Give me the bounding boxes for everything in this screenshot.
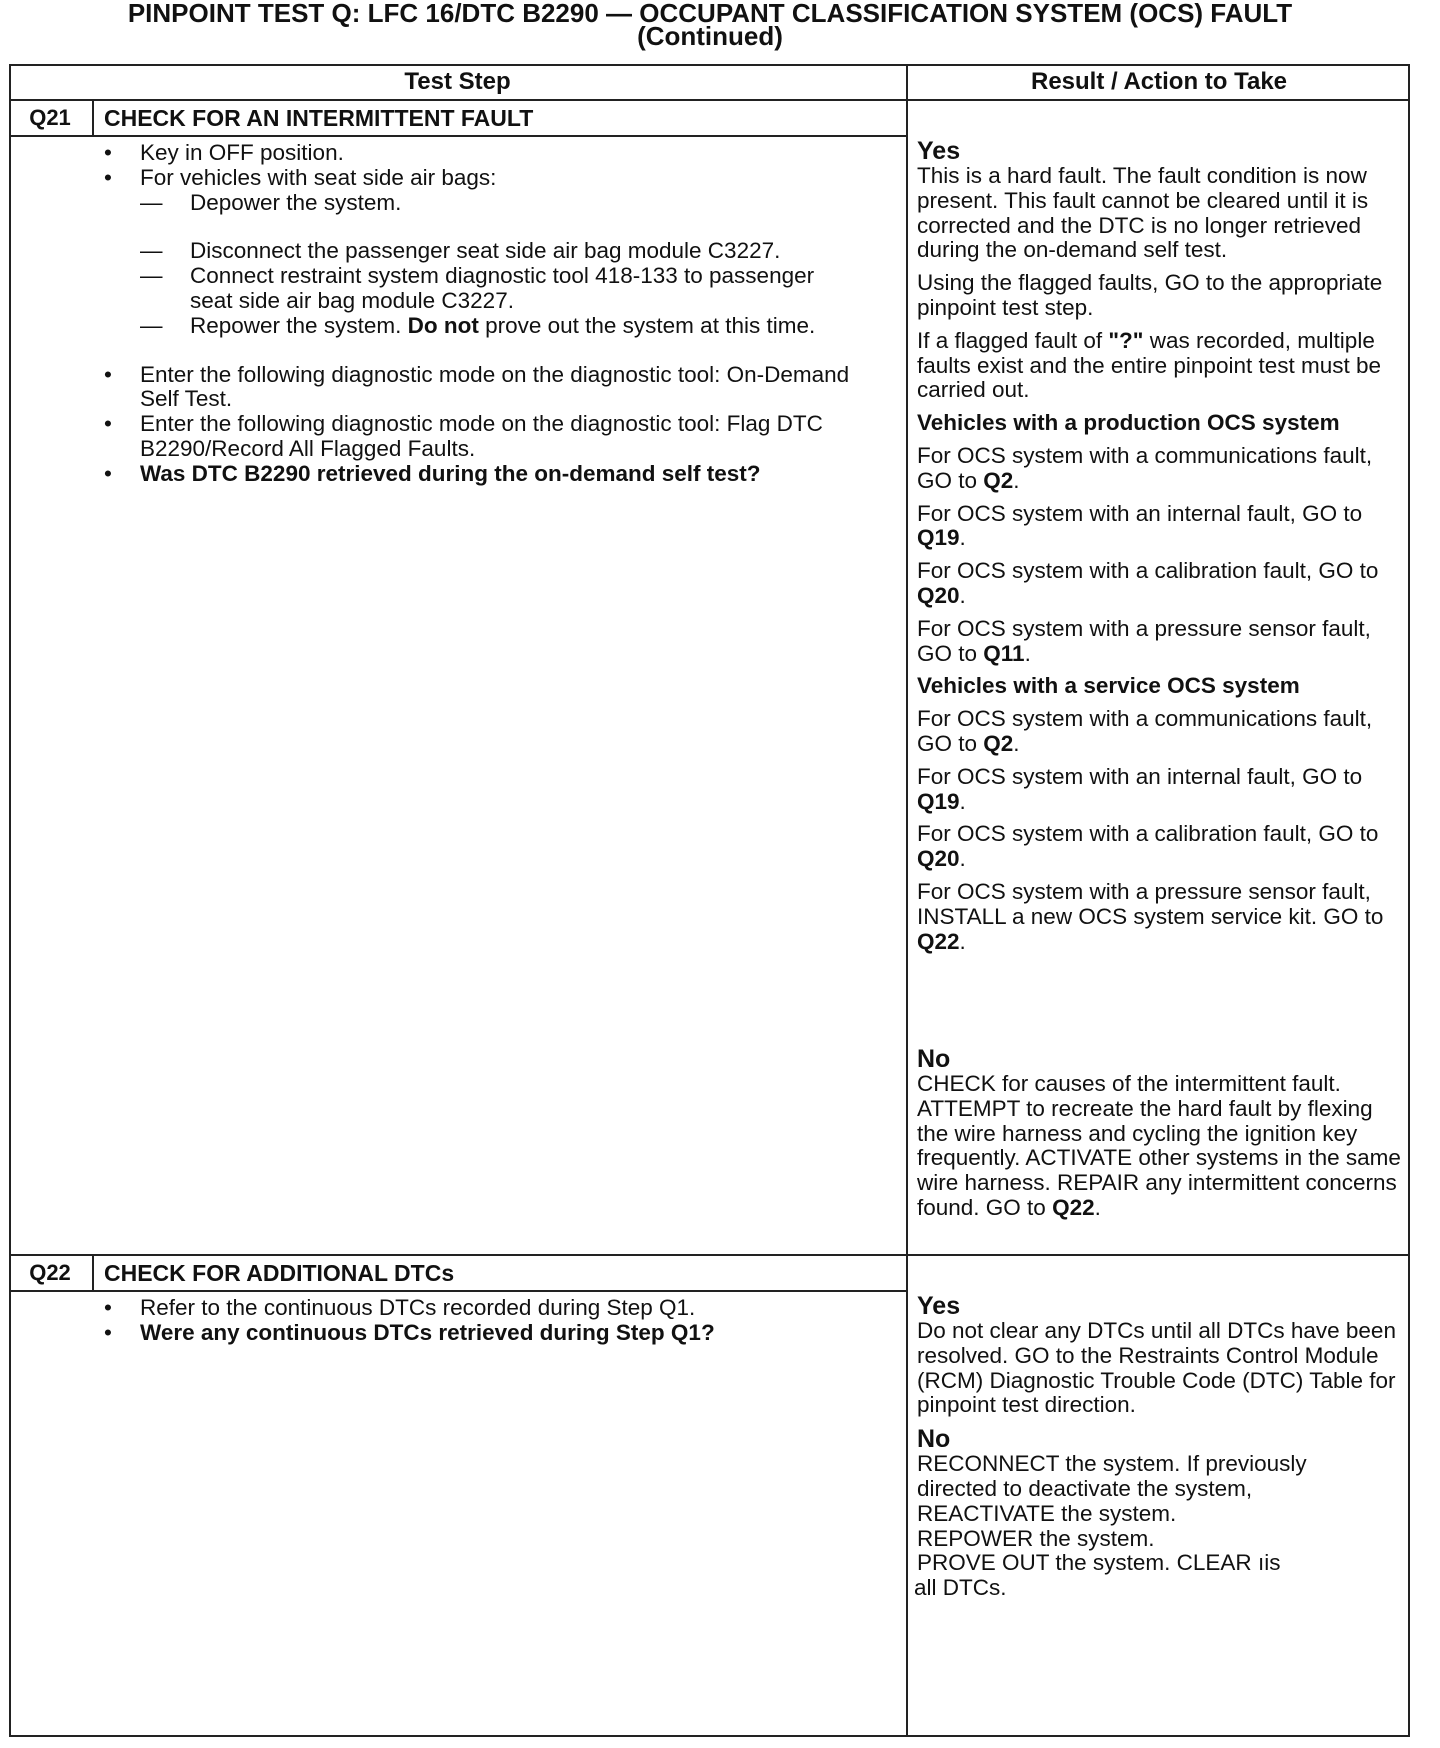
result-text-line: all DTCs. <box>914 1575 1007 1601</box>
result-text-bold: "?" <box>1108 327 1144 353</box>
q21-result-yes <box>917 138 1404 954</box>
step-ref-link[interactable]: Q20 <box>917 846 960 872</box>
step-ref-link[interactable]: Q19 <box>917 525 960 551</box>
list-item: • Enter the following diagnostic mode on the diagnostic tool: Flag DTC B2290/Record All Flagged Faults. <box>104 412 894 462</box>
q22-result <box>914 1292 1404 1601</box>
no-label: No <box>917 1045 951 1073</box>
result-text-pre: For OCS system with a communications fault, GO to <box>917 706 1373 756</box>
step-ref-link[interactable]: Q11 <box>983 640 1025 666</box>
step-number: Q22 <box>29 1260 71 1285</box>
result-text-pre: If a flagged fault of <box>917 327 1109 353</box>
step-question: Was DTC B2290 retrieved during the on-demand self test? <box>140 460 761 486</box>
result-text-line: directed to deactivate the system, <box>917 1475 1253 1501</box>
q22-test-step-body <box>104 1296 894 1346</box>
column-divider <box>906 64 908 1737</box>
result-text-line: REPOWER the system. <box>917 1525 1155 1551</box>
q21-number-divider <box>92 100 94 136</box>
result-text-pre: For OCS system with a calibration fault, GO to <box>917 821 1379 847</box>
dash-list <box>140 191 894 339</box>
result-text-pre: PROVE OUT the system. CLEAR <box>917 1550 1258 1576</box>
step-title: CHECK FOR AN INTERMITTENT FAULT <box>104 105 534 131</box>
result-text-pre: For OCS system with a communications fault, GO to <box>917 442 1373 493</box>
step-title: CHECK FOR ADDITIONAL DTCs <box>104 1260 455 1286</box>
q21-title-rule <box>9 135 906 137</box>
result-text: Using the flagged faults, GO to the appropriate pinpoint test step. <box>917 270 1383 320</box>
list-item: — Depower the system. <box>140 191 894 216</box>
result-text: CHECK for causes of the intermittent fault. ATTEMPT to recreate the hard fault by flexing the wire harness and cycling the ignition key frequently. ACTIVATE other systems in the same wire harness. REPAIR any intermittent concerns found. GO to Q22. <box>917 1071 1401 1220</box>
page-title-line-1: PINPOINT TEST Q: LFC 16/DTC B2290 — OCCUPANT CLASSIFICATION SYSTEM (OCS) FAULT <box>127 0 1293 28</box>
page-title <box>0 0 1420 51</box>
result-text: For OCS system with a calibration fault, GO to Q20. <box>917 558 1379 608</box>
result-text: For OCS system with an internal fault, GO to Q19. <box>917 500 1363 551</box>
q22-number-divider <box>92 1255 94 1291</box>
result-text-line <box>917 1551 1404 1576</box>
q22-title-rule <box>9 1290 906 1292</box>
subheading: Vehicles with a production OCS system <box>917 410 1340 436</box>
list-item: — Connect restraint system diagnostic tool 418-133 to passenger seat side air bag module C3227. <box>140 264 894 314</box>
result-text-trail: ıis <box>1257 1550 1281 1576</box>
result-text-line: REACTIVATE the system. <box>917 1500 1177 1526</box>
list-item <box>104 462 894 487</box>
dash4-pre: Repower the system. <box>190 312 408 338</box>
yes-label: Yes <box>917 137 961 165</box>
result-text-post: was recorded, multiple faults exist and the entire pinpoint test must be carried out. <box>917 327 1382 403</box>
result-text: For OCS system with an internal fault, GO to Q19. <box>917 763 1363 814</box>
list-item <box>140 314 894 339</box>
result-text-line: RECONNECT the system. If previously <box>917 1451 1307 1477</box>
step-number: Q21 <box>29 105 71 130</box>
result-text-pre: For OCS system with an internal fault, GO to <box>917 763 1363 789</box>
step-ref-link[interactable]: Q19 <box>917 788 960 814</box>
subheading: Vehicles with a service OCS system <box>917 673 1300 699</box>
step-ref-link[interactable]: Q22 <box>917 928 960 954</box>
result-text: For OCS system with a pressure sensor fault, INSTALL a new OCS system service kit. GO to Q22. <box>917 878 1384 954</box>
result-text-pre: For OCS system with a pressure sensor fault, INSTALL a new OCS system service kit. GO to <box>917 878 1384 929</box>
step-ref-link[interactable]: Q2 <box>983 730 1014 756</box>
step-ref-link[interactable]: Q22 <box>1052 1194 1095 1220</box>
list-item: • Enter the following diagnostic mode on the diagnostic tool: On-Demand Self Test. <box>104 363 894 413</box>
dash4-post: prove out the system at this time. <box>478 312 816 338</box>
result-text: For OCS system with a communications fault, GO to Q2. <box>917 442 1373 493</box>
result-text: For OCS system with a communications fault, GO to Q2. <box>917 706 1373 756</box>
page-title-line-2: (Continued) <box>637 21 783 51</box>
result-text: This is a hard fault. The fault condition is now present. This fault cannot be cleared until it is corrected and the DTC is no longer retrieved during the on-demand self test. <box>917 163 1369 263</box>
header-test-step: Test Step <box>404 68 511 95</box>
list-item: • Refer to the continuous DTCs recorded during Step Q1. <box>104 1296 894 1321</box>
q21-test-step-body <box>104 141 894 487</box>
result-text: Do not clear any DTCs until all DTCs have been resolved. GO to the Restraints Control Module (RCM) Diagnostic Trouble Code (DTC) Table for pinpoint test direction. <box>917 1318 1396 1418</box>
q21-result-no <box>917 1046 1404 1221</box>
result-text: For OCS system with a pressure sensor fault, GO to Q11. <box>917 615 1371 666</box>
result-text: For OCS system with a calibration fault, GO to Q20. <box>917 821 1379 872</box>
result-text <box>917 329 1404 403</box>
bullet-list <box>104 141 894 487</box>
step-ref-link[interactable]: Q20 <box>917 582 960 608</box>
list-item: — Disconnect the passenger seat side air bag module C3227. <box>140 239 894 264</box>
list-item <box>104 1321 894 1346</box>
list-item-label: For vehicles with seat side air bags: <box>140 164 497 190</box>
result-text-pre: For OCS system with an internal fault, GO to <box>917 500 1363 526</box>
result-text-pre: CHECK for causes of the intermittent fault. ATTEMPT to recreate the hard fault by flexing the wire harness and cycling the ignition key frequently. ACTIVATE other systems in the same wire harness. REPAIR any intermittent concerns found. GO to <box>917 1071 1401 1220</box>
step-question: Were any continuous DTCs retrieved during Step Q1? <box>140 1319 715 1345</box>
result-text-pre: For OCS system with a calibration fault, GO to <box>917 558 1379 584</box>
yes-label: Yes <box>917 1292 961 1320</box>
list-item: • Key in OFF position. <box>104 141 894 166</box>
list-item <box>104 166 894 339</box>
dash4-bold: Do not <box>407 312 479 338</box>
result-text-pre: For OCS system with a pressure sensor fault, GO to <box>917 615 1371 666</box>
no-label: No <box>917 1425 951 1454</box>
header-result: Result / Action to Take <box>1030 68 1288 95</box>
bullet-list <box>104 1296 894 1346</box>
step-ref-link[interactable]: Q2 <box>983 467 1014 493</box>
